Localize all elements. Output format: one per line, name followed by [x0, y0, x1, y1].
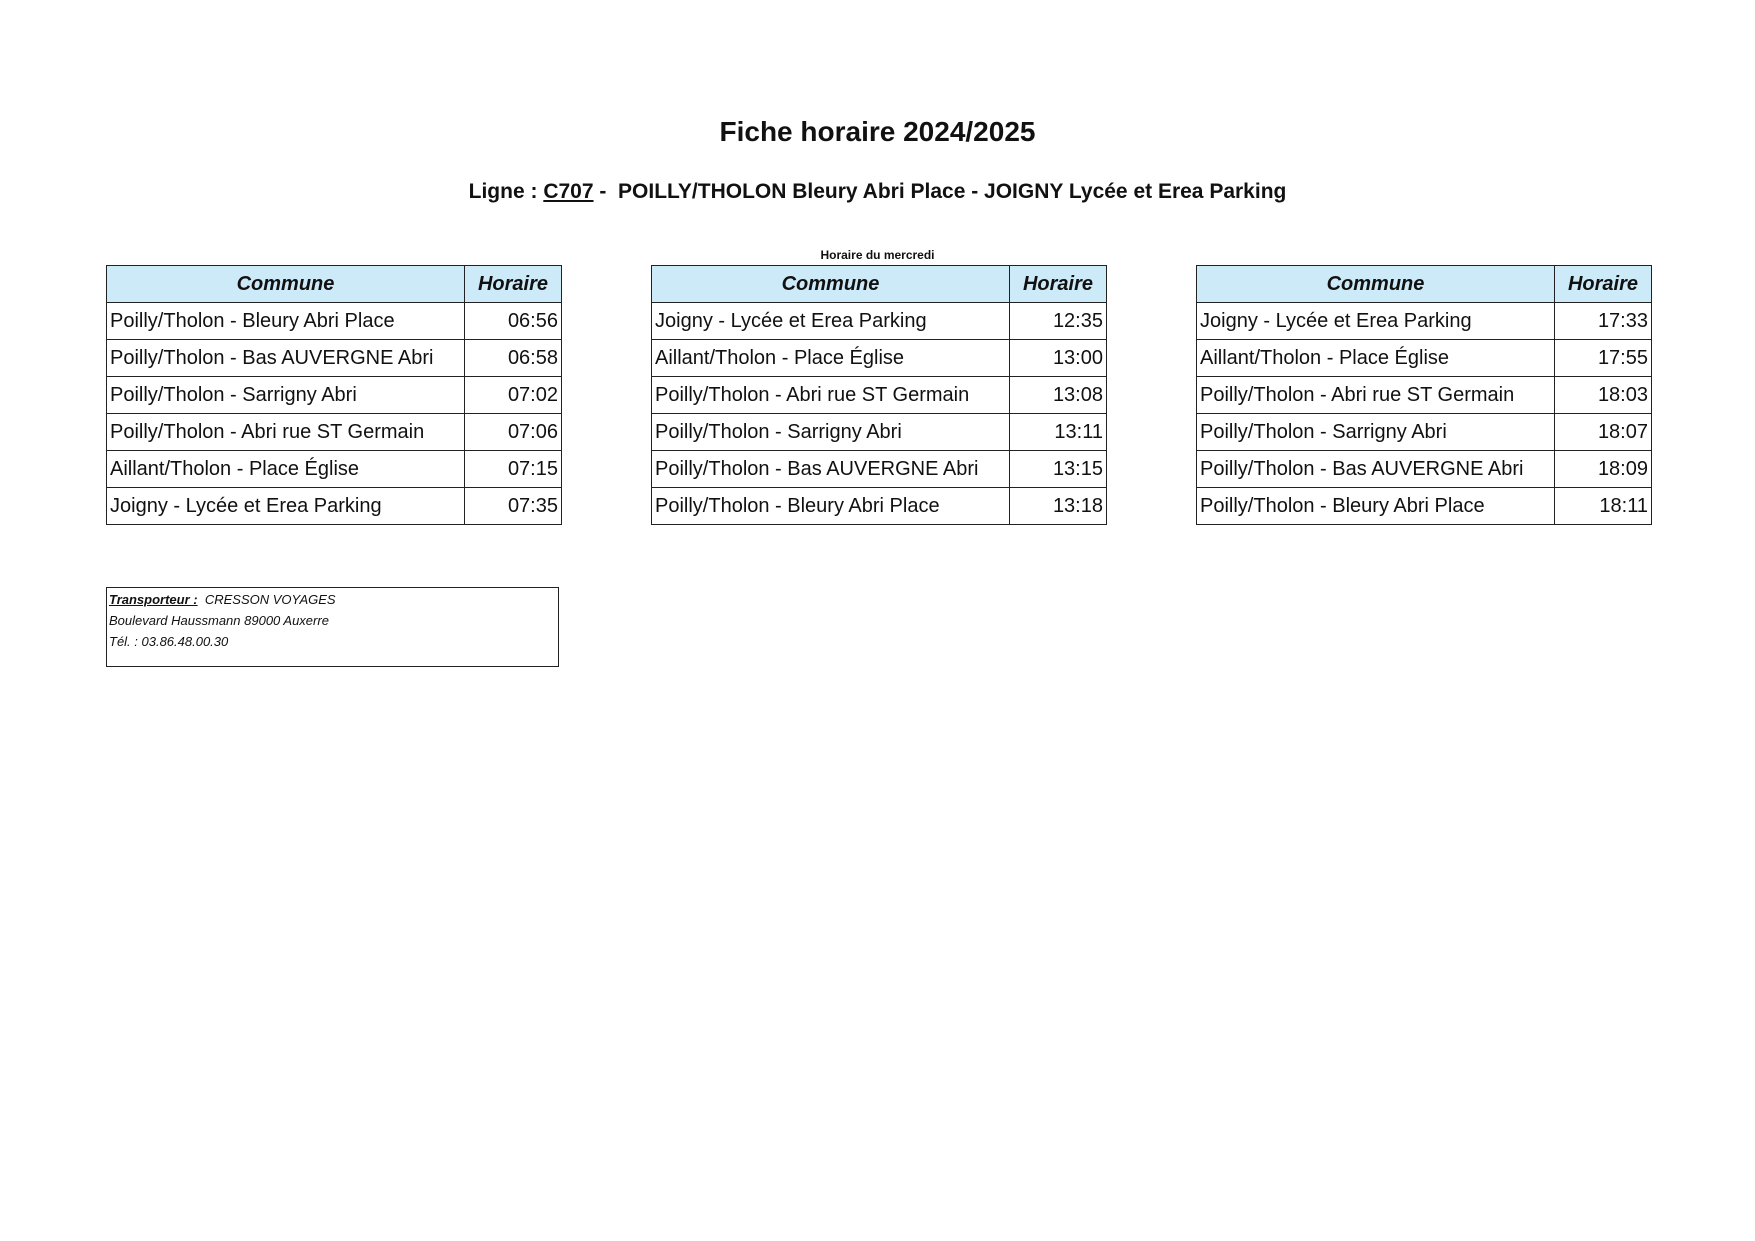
- commune-cell: Aillant/Tholon - Place Église: [1197, 340, 1555, 377]
- commune-cell: Joigny - Lycée et Erea Parking: [652, 303, 1010, 340]
- schedule-table-morning: [106, 265, 562, 525]
- table-row: [1197, 303, 1652, 340]
- commune-cell: Poilly/Tholon - Bleury Abri Place: [107, 303, 465, 340]
- carrier-label: Transporteur :: [109, 592, 198, 607]
- horaire-cell: 18:09: [1555, 451, 1652, 488]
- commune-cell: Joigny - Lycée et Erea Parking: [1197, 303, 1555, 340]
- horaire-cell: 17:33: [1555, 303, 1652, 340]
- commune-cell: Poilly/Tholon - Bas AUVERGNE Abri: [1197, 451, 1555, 488]
- commune-cell: Poilly/Tholon - Bleury Abri Place: [652, 488, 1010, 525]
- table-header-row: [1197, 266, 1652, 303]
- page-title: Fiche horaire 2024/2025: [719, 116, 1036, 147]
- commune-cell: Poilly/Tholon - Sarrigny Abri: [1197, 414, 1555, 451]
- table-row: [1197, 451, 1652, 488]
- table-row: [652, 340, 1107, 377]
- table-header-row: [107, 266, 562, 303]
- table-row: [1197, 414, 1652, 451]
- table-row: [107, 377, 562, 414]
- table-row: [652, 303, 1107, 340]
- column-header-commune: Commune: [652, 266, 1010, 303]
- column-header-commune: Commune: [107, 266, 465, 303]
- horaire-cell: 07:02: [465, 377, 562, 414]
- horaire-cell: 13:15: [1010, 451, 1107, 488]
- table-row: [1197, 488, 1652, 525]
- carrier-name-line: [109, 589, 556, 610]
- table-header-row: [652, 266, 1107, 303]
- carrier-phone: Tél. : 03.86.48.00.30: [109, 634, 229, 649]
- horaire-cell: 06:56: [465, 303, 562, 340]
- table-row: [652, 488, 1107, 525]
- commune-cell: Joigny - Lycée et Erea Parking: [107, 488, 465, 525]
- column-header-commune: Commune: [1197, 266, 1555, 303]
- horaire-cell: 07:15: [465, 451, 562, 488]
- horaire-cell: 12:35: [1010, 303, 1107, 340]
- horaire-cell: 07:35: [465, 488, 562, 525]
- commune-cell: Poilly/Tholon - Bas AUVERGNE Abri: [652, 451, 1010, 488]
- horaire-cell: 13:18: [1010, 488, 1107, 525]
- table-row: [1197, 377, 1652, 414]
- table-row: [107, 303, 562, 340]
- line-subtitle: [0, 180, 1755, 204]
- commune-cell: Poilly/Tholon - Sarrigny Abri: [652, 414, 1010, 451]
- commune-cell: Aillant/Tholon - Place Église: [107, 451, 465, 488]
- horaire-cell: 13:00: [1010, 340, 1107, 377]
- table-row: [107, 414, 562, 451]
- table-row: [652, 451, 1107, 488]
- column-header-horaire: Horaire: [1010, 266, 1107, 303]
- column-header-horaire: Horaire: [465, 266, 562, 303]
- commune-cell: Poilly/Tholon - Abri rue ST Germain: [652, 377, 1010, 414]
- line-route: - POILLY/THOLON Bleury Abri Place - JOIGNY Lycée et Erea Parking: [593, 180, 1287, 203]
- table-row: [107, 488, 562, 525]
- horaire-cell: 18:07: [1555, 414, 1652, 451]
- carrier-address: Boulevard Haussmann 89000 Auxerre: [109, 613, 329, 628]
- table-row: [107, 340, 562, 377]
- table-row: [652, 377, 1107, 414]
- table-row: [652, 414, 1107, 451]
- horaire-cell: 13:11: [1010, 414, 1107, 451]
- carrier-info-box: [106, 587, 559, 667]
- line-prefix: Ligne :: [468, 180, 544, 203]
- horaire-cell: 07:06: [465, 414, 562, 451]
- line-code: C707: [543, 180, 594, 203]
- horaire-cell: 18:11: [1555, 488, 1652, 525]
- schedule-table-midday: [651, 265, 1107, 525]
- commune-cell: Aillant/Tholon - Place Église: [652, 340, 1010, 377]
- commune-cell: Poilly/Tholon - Bleury Abri Place: [1197, 488, 1555, 525]
- table-row: [1197, 340, 1652, 377]
- commune-cell: Poilly/Tholon - Abri rue ST Germain: [107, 414, 465, 451]
- commune-cell: Poilly/Tholon - Sarrigny Abri: [107, 377, 465, 414]
- horaire-cell: 06:58: [465, 340, 562, 377]
- commune-cell: Poilly/Tholon - Abri rue ST Germain: [1197, 377, 1555, 414]
- horaire-cell: 17:55: [1555, 340, 1652, 377]
- carrier-name: CRESSON VOYAGES: [204, 592, 336, 607]
- table-row: [107, 451, 562, 488]
- schedule-caption: Horaire du mercredi: [820, 248, 935, 262]
- column-header-horaire: Horaire: [1555, 266, 1652, 303]
- horaire-cell: 13:08: [1010, 377, 1107, 414]
- commune-cell: Poilly/Tholon - Bas AUVERGNE Abri: [107, 340, 465, 377]
- schedule-table-evening: [1196, 265, 1652, 525]
- horaire-cell: 18:03: [1555, 377, 1652, 414]
